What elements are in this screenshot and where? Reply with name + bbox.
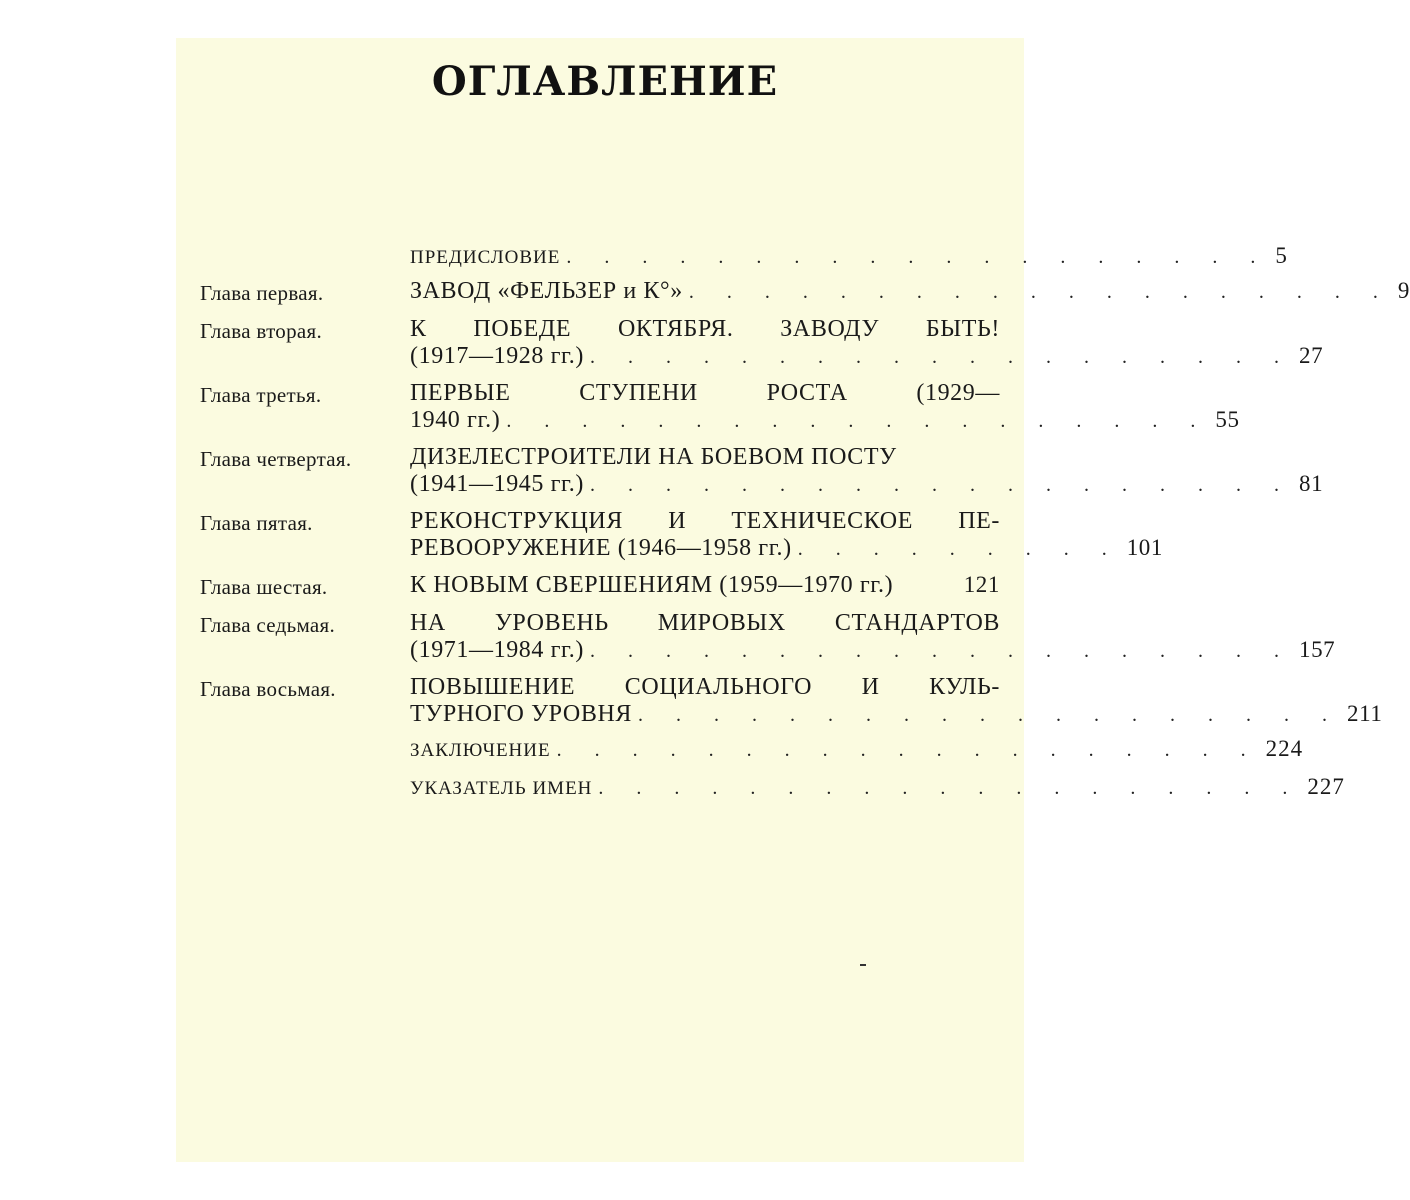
dot-leader: . . . . . . . . . . . . . . . . . . . [688, 281, 1392, 303]
toc-line [410, 610, 1000, 637]
toc-line [410, 535, 1163, 562]
toc-entry-title: ДИЗЕЛЕСТРОИТЕЛИ НА БОЕВОМ ПОСТУ [410, 444, 897, 470]
page-number: 224 [1265, 736, 1304, 761]
toc-entry-title-cont: РЕВООРУЖЕНИЕ (1946—1958 гг.) [410, 535, 792, 561]
toc-entry-title: НА УРОВЕНЬ МИРОВЫХ СТАНДАРТОВ [410, 610, 1000, 636]
toc-entry-title-cont: 1940 гг.) [410, 407, 501, 433]
chapter-label: Глава восьмая. [200, 677, 336, 701]
toc-line [410, 343, 1324, 370]
toc-entry-title-cont: ТУРНОГО УРОВНЯ [410, 701, 632, 727]
chapter-label: Глава четвертая. [200, 447, 352, 471]
toc-line [410, 444, 1000, 471]
chapter-label: Глава пятая. [200, 511, 313, 535]
toc-entry-title: К НОВЫМ СВЕРШЕНИЯМ (1959—1970 гг.) [410, 572, 894, 598]
dot-leader: . . . . . . . . . . . . . . . . . . . [598, 777, 1302, 799]
chapter-label: Глава вторая. [200, 319, 322, 343]
toc-line [410, 637, 1336, 664]
page-number: 9 [1397, 278, 1410, 303]
chapter-label: Глава первая. [200, 281, 324, 305]
dot-leader: . . . . . . . . . . . . . . . . . . . [589, 346, 1293, 368]
toc-entry-title-cont: (1917—1928 гг.) [410, 343, 584, 369]
toc-line [410, 471, 1324, 498]
toc-entry-title: ПРЕДИСЛОВИЕ [410, 247, 561, 268]
toc-line [410, 572, 1000, 599]
toc-entry-title-cont: (1941—1945 гг.) [410, 471, 584, 497]
dot-leader: . . . . . . . . . . . . . . . . . . . [506, 410, 1210, 432]
toc-entry-title: К ПОБЕДЕ ОКТЯБРЯ. ЗАВОДУ БЫТЬ! [410, 316, 1000, 342]
toc-entry-title: РЕКОНСТРУКЦИЯ И ТЕХНИЧЕСКОЕ ПЕ- [410, 508, 1000, 534]
toc-line [410, 243, 1288, 269]
toc-line [410, 380, 1000, 407]
toc-entry-title: ЗАВОД «ФЕЛЬЗЕР и К°» [410, 278, 683, 304]
page-number: 101 [1126, 535, 1163, 560]
toc-entry-title-cont: (1971—1984 гг.) [410, 637, 584, 663]
dot-leader: . . . . . . . . . . . . . . . . . . . [638, 704, 1341, 726]
toc-line [410, 774, 1345, 800]
toc-line [410, 278, 1410, 305]
toc-entry-title: ПЕРВЫЕ СТУПЕНИ РОСТА (1929— [410, 380, 1000, 406]
print-speck [860, 964, 866, 966]
table-of-contents [176, 38, 1410, 1162]
toc-line [410, 407, 1240, 434]
page-number: 27 [1298, 343, 1324, 368]
page-title: ОГЛАВЛЕНИЕ [431, 58, 779, 105]
toc-entry-title: УКАЗАТЕЛЬ ИМЕН [410, 778, 593, 799]
toc-line [410, 736, 1304, 762]
chapter-label: Глава шестая. [200, 575, 328, 599]
page-number: 227 [1307, 774, 1345, 799]
page-number: 211 [1347, 701, 1383, 726]
chapter-label: Глава третья. [200, 383, 322, 407]
dot-leader: . . . . . . . . . . . . . . . . . . . [589, 640, 1293, 662]
dot-leader: . . . . . . . . . . . . . . . . . . . [566, 246, 1270, 268]
toc-entry-title: ПОВЫШЕНИЕ СОЦИАЛЬНОГО И КУЛЬ- [410, 674, 1000, 700]
page-number: 81 [1298, 471, 1324, 496]
dot-leader: . . . . . . . . . . . . . . . . . . . [556, 739, 1260, 761]
chapter-label: Глава седьмая. [200, 613, 336, 637]
dot-leader: . . . . . . . . . [797, 538, 1121, 560]
page-number: 5 [1275, 243, 1288, 268]
toc-line [410, 701, 1383, 728]
toc-line [410, 316, 1000, 343]
toc-line [410, 508, 1000, 535]
toc-entry-title: ЗАКЛЮЧЕНИЕ [410, 740, 551, 761]
dot-leader: . . . . . . . . . . . . . . . . . . . [589, 474, 1293, 496]
book-page [176, 38, 1410, 1162]
page-number: 121 [963, 572, 1000, 597]
page-number: 55 [1215, 407, 1240, 432]
toc-line [410, 674, 1000, 701]
page-number: 157 [1298, 637, 1336, 662]
